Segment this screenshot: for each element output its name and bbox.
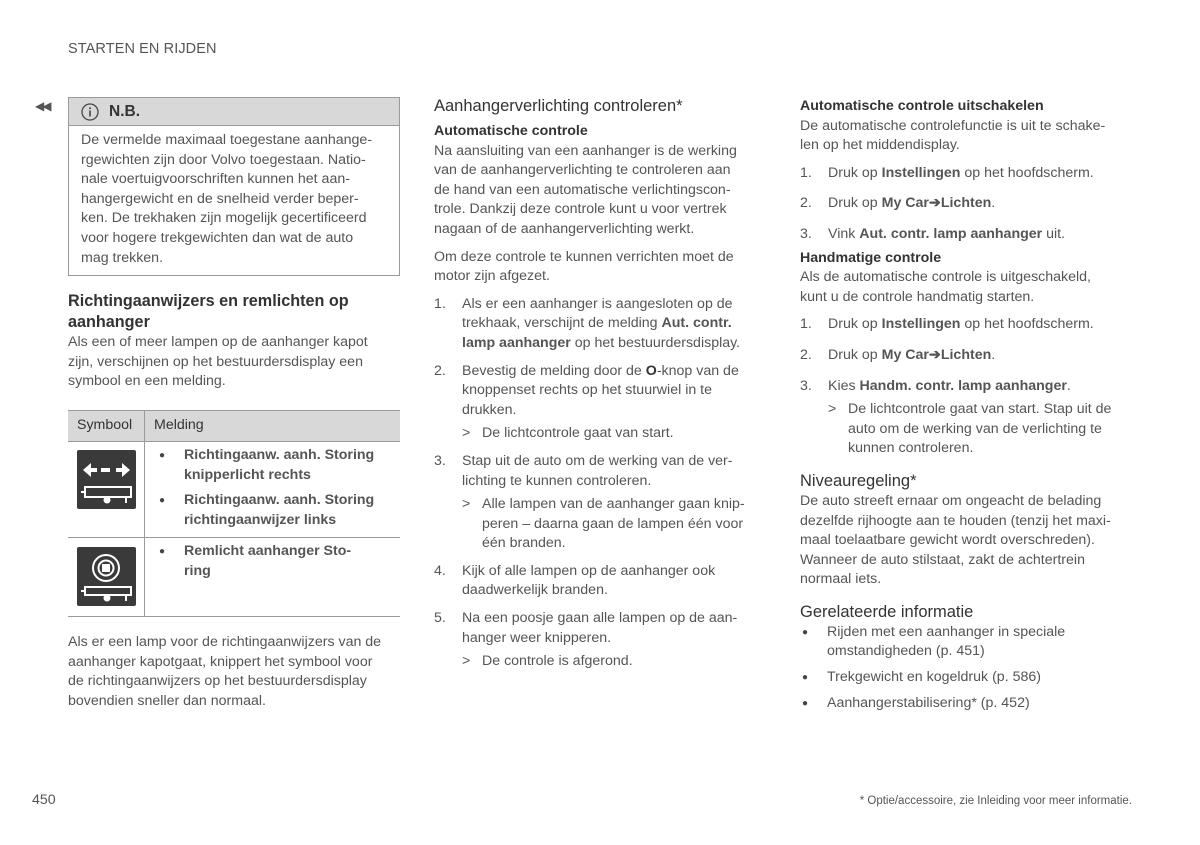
text-line (462, 314, 766, 334)
text-span: . (991, 195, 996, 212)
symbol-table (68, 410, 400, 617)
trailer-lights-check-section (434, 96, 766, 680)
message-cell (145, 442, 382, 537)
text-line: hanger weer knipperen. (462, 629, 612, 646)
paragraph (800, 268, 1135, 307)
result-line (462, 495, 766, 554)
message-name: Aut. contr. (661, 315, 732, 332)
heading-line: aanhanger (68, 313, 150, 331)
message-line: ● Remlicht aanhanger Sto- (184, 543, 352, 559)
result-marker: > (462, 496, 471, 513)
note-body (69, 126, 399, 268)
text-line: één branden. (482, 535, 566, 552)
note-line: hangergewicht en de snelheid verder beper- (81, 190, 359, 207)
related-link[interactable] (800, 668, 1135, 688)
text-line: aanhanger kapotgaat, knippert het symbool voor (68, 653, 373, 670)
message-name: lamp aanhanger (462, 334, 571, 351)
symbol-cell (68, 442, 145, 537)
list-item (800, 315, 1135, 335)
note-line: ken. De trekhaken zijn mogelijk gecertificeerd (81, 210, 367, 227)
text-line: symbool en een melding. (68, 373, 226, 390)
list-item (800, 346, 1135, 366)
subheading: Automatische controle (434, 123, 588, 139)
table-row (68, 442, 400, 538)
info-icon (81, 103, 99, 121)
text-line: Na aansluiting van een aanhanger is de werking (434, 142, 737, 159)
arrow-right-icon: ➔ (928, 346, 941, 363)
result-marker: > (462, 425, 471, 442)
text-span: Kies (828, 377, 860, 394)
result-marker: > (462, 653, 471, 670)
section-heading (68, 291, 400, 333)
step-number: 5. (434, 610, 446, 627)
menu-path: Handm. contr. lamp aanhanger (859, 377, 1067, 394)
message-line: ● Richtingaanw. aanh. Storing (184, 447, 375, 463)
related-link[interactable] (800, 694, 1135, 714)
text-line: Om deze controle te kunnen verrichten moet de (434, 248, 734, 265)
subheading: Automatische controle uitschakelen (800, 98, 1044, 114)
text-line: auto om de werking van de verlichting te (848, 420, 1102, 437)
text-span: trekhaak, verschijnt de melding (462, 315, 662, 332)
note-line: nale voertuigvoorschriften kunnen het aan- (81, 171, 350, 188)
step-number: 2. (434, 362, 446, 379)
text-line: Als er een lamp voor de richtingaanwijzers van de (68, 634, 382, 650)
section-heading: Gerelateerde informatie (800, 602, 974, 621)
note-title: N.B. (109, 102, 140, 120)
text-line: trole. Dankzij deze controle kunt u voor vertrek (434, 201, 727, 218)
message-line: ● Richtingaanw. aanh. Storing (184, 492, 375, 509)
message-line: ring (184, 562, 211, 579)
note-line: mag trekken. (81, 249, 164, 266)
table-header (68, 410, 400, 442)
subheading: Handmatige controle (800, 249, 942, 266)
list-item (800, 225, 1135, 245)
text-line: motor zijn afgezet. (434, 268, 550, 285)
paragraph (800, 117, 1135, 156)
list-item (434, 452, 766, 554)
related-list (800, 623, 1135, 713)
column-header-symbol: Symbool (68, 411, 145, 441)
disable-check-section (800, 97, 1135, 719)
text-line: nagaan of de aanhangerverlichting werkt. (434, 220, 695, 237)
text-line: De automatische controlefunctie is uit te schake- (800, 117, 1106, 134)
result-line (462, 424, 766, 444)
section-header: STARTEN EN RIJDEN (68, 41, 217, 57)
list-item (434, 362, 766, 444)
heading-line: Richtingaanwijzers en remlichten op (68, 292, 349, 310)
text-span: op het hoofdscherm. (960, 164, 1094, 181)
trailer-brake-light-icon (77, 547, 136, 606)
text-span: Druk op (828, 195, 882, 212)
text-span: Druk op (828, 164, 882, 181)
page-number: 450 (32, 792, 56, 808)
step-number: 4. (434, 562, 446, 579)
text-span: Druk op (828, 316, 882, 333)
text-span: op het hoofdscherm. (960, 316, 1094, 333)
step-number: 1. (800, 316, 812, 333)
note-header (69, 98, 399, 126)
text-line: peren – daarna gaan de lampen één voor (482, 515, 744, 532)
text-line: omstandigheden (p. 451) (827, 643, 985, 660)
steps-list (434, 295, 766, 672)
text-line: dezelfde rijhoogte aan te houden (tenzij het maxi- (800, 512, 1111, 529)
message-cell (145, 538, 359, 616)
text-line: Alle lampen van de aanhanger gaan knip- (482, 496, 745, 513)
list-item (800, 164, 1135, 184)
step-number: 1. (434, 295, 446, 312)
note-line: De vermelde maximaal toegestane aanhange- (81, 132, 373, 148)
message-line: knipperlicht rechts (184, 466, 311, 483)
text-line: ● Trekgewicht en kogeldruk (p. 586) (827, 669, 1041, 686)
list-item (800, 377, 1135, 459)
note-line: rgewichten zijn door Volvo toegestaan. Natio- (81, 151, 366, 168)
arrow-right-icon: ➔ (928, 195, 941, 212)
list-item (434, 609, 766, 672)
menu-path: Lichten (940, 346, 992, 363)
text-line: de hand van een automatische verlichtingscon- (434, 181, 731, 198)
text-line: Als de automatische controle is uitgeschakeld, (800, 269, 1092, 286)
list-item (434, 562, 766, 601)
step-number: 2. (800, 195, 812, 212)
result-line (462, 652, 766, 672)
text-line: De auto streeft ernaar om ongeacht de belading (800, 492, 1102, 509)
section-heading: Aanhangerverlichting controleren* (434, 97, 683, 115)
text-line: de richtingaanwijzers op het bestuurdersdisplay (68, 673, 367, 690)
text-span: -knop van de (656, 362, 739, 379)
text-span: De lichtcontrole gaat van start. (482, 425, 674, 442)
column-header-message: Melding (154, 417, 204, 434)
table-row (68, 538, 400, 616)
back-chevrons-icon[interactable]: ◀◀ (35, 99, 50, 113)
trailer-turn-signal-icon (77, 450, 136, 509)
intro-paragraph (68, 333, 400, 392)
text-span: . (1066, 377, 1071, 394)
list-item (800, 194, 1135, 214)
menu-path: Instellingen (881, 316, 961, 333)
text-span: op het bestuurdersdisplay. (570, 334, 741, 351)
menu-path: My Car (881, 346, 929, 363)
text-line: Wanneer de auto stilstaat, zakt de achtertrein (800, 551, 1085, 568)
menu-path: Aut. contr. lamp aanhanger (859, 225, 1043, 242)
steps-list (800, 164, 1135, 245)
text-line: maal toelaatbare gewicht wordt overschreden). (800, 532, 1095, 549)
text-line: knoppenset rechts op het stuurwiel in te (462, 382, 713, 399)
text-line: kunt u de controle handmatig starten. (800, 288, 1035, 305)
menu-path: My Car (881, 195, 929, 212)
footnote: * Optie/accessoire, zie Inleiding voor meer informatie. (859, 795, 1132, 807)
message-list (157, 542, 351, 581)
list-item (157, 446, 374, 485)
text-line: Als een of meer lampen op de aanhanger kapot (68, 334, 368, 350)
result-line (828, 400, 1135, 459)
text-line: bovendien sneller dan normaal. (68, 692, 266, 709)
text-line: De lichtcontrole gaat van start. Stap uit de (848, 401, 1112, 418)
menu-path: Lichten (940, 195, 992, 212)
note-line: voor hogere trekgewichten dan wat de auto (81, 229, 354, 246)
text-line: zijn, verschijnen op het bestuurdersdisplay een (68, 353, 363, 370)
text-line (462, 362, 766, 382)
step-number: 3. (800, 225, 812, 242)
text-line: daadwerkelijk branden. (462, 582, 608, 599)
text-span: . (991, 346, 996, 363)
text-line: Na een poosje gaan alle lampen op de aan- (462, 610, 738, 627)
text-span: Druk op (828, 346, 882, 363)
list-item (434, 295, 766, 354)
text-span: Bevestig de melding door de (462, 362, 646, 379)
menu-path: Instellingen (881, 164, 961, 181)
text-line: kunnen controleren. (848, 440, 974, 457)
outro-paragraph (68, 633, 400, 711)
text-span: De controle is afgerond. (482, 653, 633, 670)
message-list (157, 446, 374, 530)
o-button-label: O (645, 362, 657, 379)
steps-list (800, 315, 1135, 459)
paragraph (800, 492, 1135, 590)
paragraph (434, 142, 766, 240)
text-span: uit. (1042, 225, 1066, 242)
text-line: len op het middendisplay. (800, 137, 960, 154)
symbol-cell (68, 538, 145, 616)
text-line: ● Rijden met een aanhanger in speciale (827, 623, 1066, 640)
related-link[interactable] (800, 623, 1135, 662)
step-number: 2. (800, 346, 812, 363)
text-line: van de aanhangerverlichting te controleren aan (434, 162, 731, 179)
text-line: Kijk of alle lampen op de aanhanger ook (462, 562, 716, 579)
step-number: 1. (800, 164, 812, 181)
list-item (157, 542, 351, 581)
note-box (68, 97, 400, 276)
text-line (462, 334, 766, 354)
list-item (157, 491, 374, 530)
step-number: 3. (434, 452, 446, 469)
text-line: ● Aanhangerstabilisering* (p. 452) (827, 694, 1030, 711)
text-line: Stap uit de auto om de werking van de ver- (462, 452, 733, 469)
text-span: Vink (828, 225, 860, 242)
result-marker: > (828, 401, 837, 418)
message-line: richtingaanwijzer links (184, 511, 337, 528)
section-heading: Niveauregeling* (800, 471, 917, 490)
text-line: Als er een aanhanger is aangesloten op de (462, 295, 733, 312)
text-line: lichting te kunnen controleren. (462, 472, 652, 489)
step-number: 3. (800, 377, 812, 394)
text-line: normaal iets. (800, 571, 882, 588)
paragraph (434, 248, 766, 287)
text-line: drukken. (462, 401, 517, 418)
turn-brake-section (68, 291, 400, 392)
